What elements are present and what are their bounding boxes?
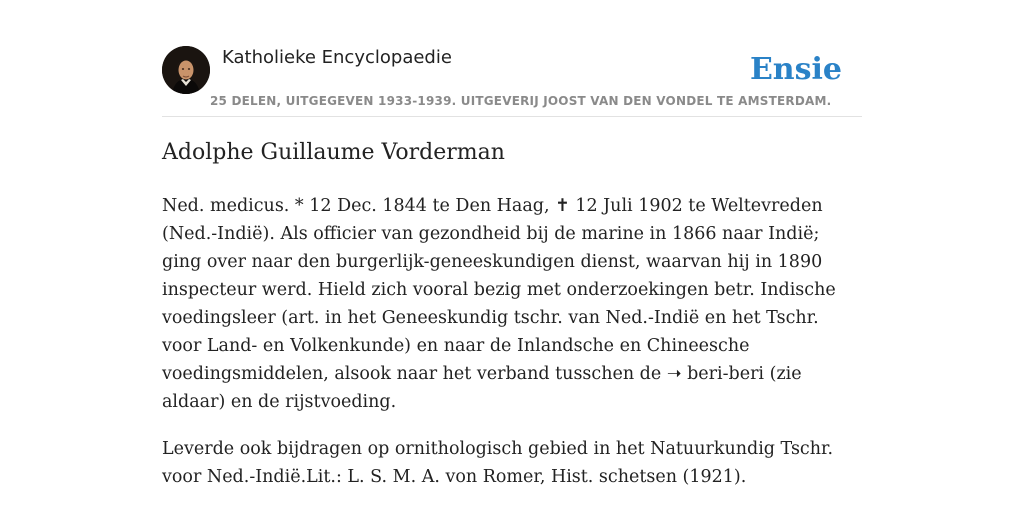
article-paragraph: Leverde ook bijdragen op ornithologisch gebied in het Natuurkundig Tschr. voor Ned.-Indië.Lit.: L. S. M. A. von Romer, Hist. schetsen (1921). bbox=[162, 439, 834, 487]
article-paragraph bbox=[162, 192, 862, 416]
source-subtitle: 25 DELEN, UITGEGEVEN 1933-1939. UITGEVERIJ JOOST VAN DEN VONDEL TE AMSTERDAM. bbox=[210, 94, 832, 108]
article-title: Adolphe Guillaume Vorderman bbox=[162, 140, 505, 165]
arrow-right-icon: ➝ bbox=[666, 364, 682, 384]
brand-logo[interactable]: Ensie bbox=[749, 52, 842, 87]
portrait-avatar-icon[interactable] bbox=[162, 46, 210, 94]
source-title[interactable]: Katholieke Encyclopaedie bbox=[222, 47, 452, 68]
article-body bbox=[162, 192, 862, 510]
beri-beri-link[interactable]: beri-beri bbox=[687, 364, 765, 384]
paragraph-text: (zie aldaar) en de rijstvoeding. bbox=[162, 364, 802, 412]
paragraph-text: Ned. medicus. * 12 Dec. 1844 te Den Haag, ✝ 12 Juli 1902 te Weltevreden (Ned.-Indië). Als officier van gezondheid bij de marine in 1866 naar Indië; ging over naar den burgerlijk-geneeskundigen dienst, waarvan hij in 1890 inspecteur werd. Hield zich vooral bezig met onderzoekingen betr. Indische voedingsleer (art. in het Geneeskundig tschr. van Ned.-Indië en het Tschr. voor Land- en Volkenkunde) en naar de Inlandsche en Chineesche voedingsmiddelen, alsook naar het verband tusschen de bbox=[162, 196, 836, 384]
source-header bbox=[162, 46, 862, 117]
